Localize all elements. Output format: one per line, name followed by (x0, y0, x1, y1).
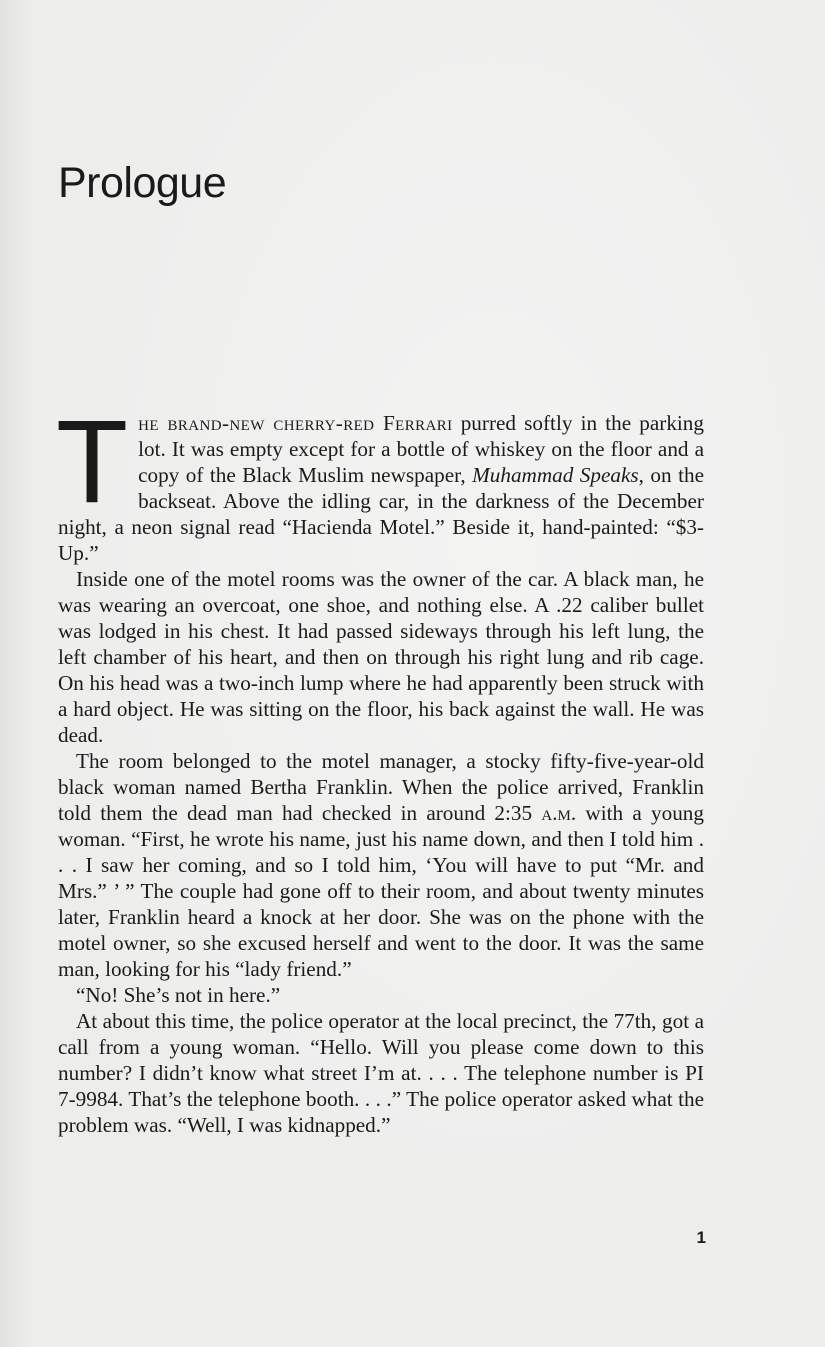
time-am: a.m. (541, 801, 577, 825)
chapter-title: Prologue (58, 159, 227, 207)
body-text (56, 396, 704, 1138)
paragraph-1 (56, 396, 704, 566)
paragraph-3-text-b: with a young woman. “First, he wrote his name, just his name down, and then I told him . . . I saw her coming, and so I told him, ‘You will have to put “Mr. and Mrs.” ’ ” The couple had gone off to their room, and about twenty minutes later, Franklin heard a knock at her door. She was on the phone with the motel owner, so she excused herself and went to the door. It was the same man, looking for his “lady friend.” (58, 801, 704, 981)
drop-cap: T (56, 396, 129, 528)
opening-small-caps: he brand-new cherry-red Ferrari (138, 411, 453, 435)
paragraph-3-text-a: The room belonged to the motel manager, a stocky fifty-five-year-old black woman named Bertha Franklin. When the police arrived, Franklin told them the dead man had checked in around 2:35 (58, 749, 704, 825)
paragraph-1-text-b: , on the backseat. Above the idling car, in the darkness of the December night, a neon signal read “Hacienda Motel.” Beside it, hand-painted: “$3-Up.” (58, 463, 704, 565)
newspaper-title: Muhammad Speaks (472, 463, 639, 487)
paragraph-3 (58, 748, 704, 982)
paragraph-2: Inside one of the motel rooms was the owner of the car. A black man, he was wearing an overcoat, one shoe, and nothing else. A .22 caliber bullet was lodged in his chest. It had passed sideways through his left lung, the left chamber of his heart, and then on through his right lung and rib cage. On his head was a two-inch lump where he had apparently been struck with a hard object. He was sitting on the floor, his back against the wall. He was dead. (58, 567, 704, 747)
paragraph-4: “No! She’s not in here.” (76, 983, 281, 1007)
paragraph-1-text-a: purred softly in the parking lot. It was empty except for a bottle of whiskey on the floor and a copy of the Black Muslim newspaper, (138, 411, 704, 487)
page-number: 1 (696, 1228, 706, 1247)
paragraph-5: At about this time, the police operator at the local precinct, the 77th, got a call from a young woman. “Hello. Will you please come down to this number? I didn’t know what street I’m at. . . . The telephone number is PI 7-9984. That’s the telephone booth. . . .” The police operator asked what the problem was. “Well, I was kidnapped.” (58, 1009, 704, 1137)
